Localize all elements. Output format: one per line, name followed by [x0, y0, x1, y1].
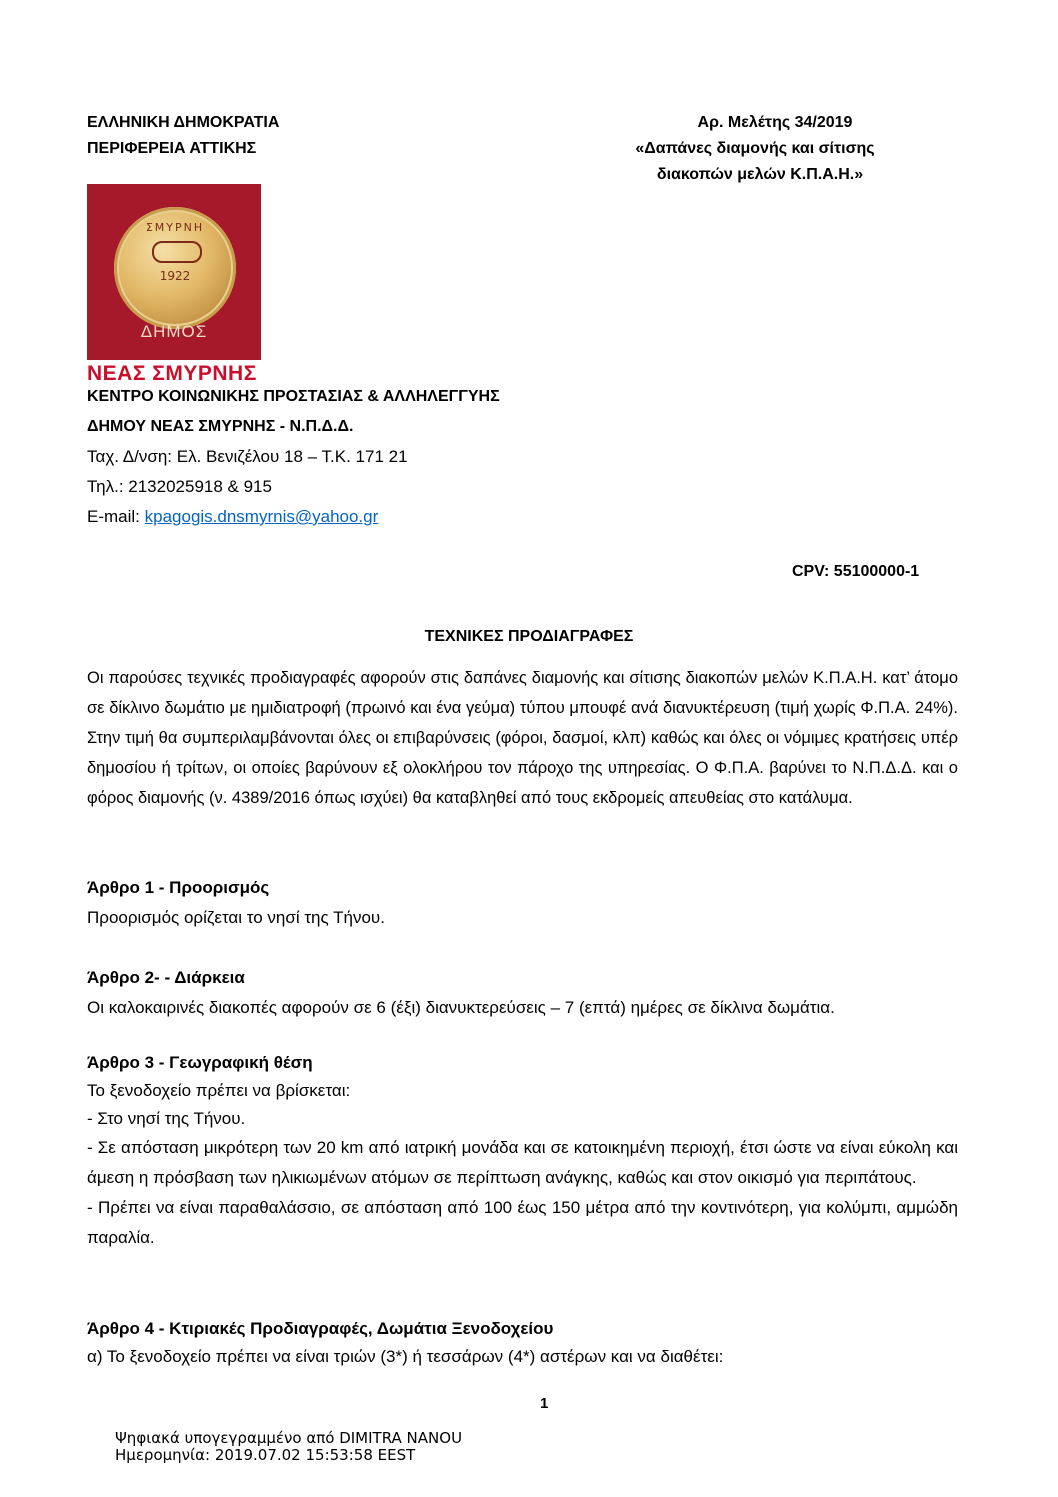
- study-title-line2: διακοπών μελών Κ.Π.Α.Η.»: [656, 166, 864, 183]
- intro-paragraph: Οι παρούσες τεχνικές προδιαγραφές αφορούν στις δαπάνες διαμονής και σίτισης διακοπών μελών Κ.Π.Α.Η. κατ’ άτομο σε δίκλινο δωμάτιο με ημιδιατροφή (πρωινό και ένα γεύμα) τύπου μπουφέ ανά διανυκτέρευση (τιμή χωρίς Φ.Π.Α. 24%). Στην τιμή θα συμπεριλαμβάνονται όλες οι επιβαρύνσεις (φόροι, δασμοί, κλπ) καθώς και όλες οι νόμιμες κρατήσεις υπέρ δημοσίου ή τρίτων, οι οποίες βαρύνουν εξ ολοκλήρου τον πάροχο της υπηρεσίας. Ο Φ.Π.Α. βαρύνει το Ν.Π.Δ.Δ. και ο φόρος διαμονής (ν. 4389/2016 όπως ισχύει) θα καταβληθεί από τους εκδρομείς απευθείας στο κατάλυμα.: [87, 669, 958, 807]
- signature-signer: Ψηφιακά υπογεγραμμένο από DIMITRA NANOU: [115, 1429, 463, 1447]
- country-label: ΕΛΛΗΝΙΚΗ ΔΗΜΟΚΡΑΤΙΑ: [87, 114, 280, 131]
- article-line: Το ξενοδοχείο πρέπει να βρίσκεται:: [87, 1081, 351, 1100]
- organization-block: [87, 382, 500, 532]
- header-right: [610, 110, 900, 188]
- article-line: Προορισμός ορίζεται το νησί της Τήνου.: [87, 908, 385, 927]
- article-heading: Άρθρο 1 - Προορισμός: [87, 878, 270, 897]
- article-2: [87, 963, 967, 1023]
- article-line: - Πρέπει να είναι παραθαλάσσιο, σε απόσταση από 100 έως 150 μέτρα από την κοντινότερη, για κολύμπι, αμμώδη παραλία.: [87, 1198, 958, 1247]
- article-1: [87, 873, 958, 933]
- coin-year: 1922: [159, 269, 191, 283]
- article-line: α) Το ξενοδοχείο πρέπει να είναι τριών (3*) ή τεσσάρων (4*) αστέρων και να διαθέτει:: [87, 1347, 724, 1366]
- article-heading: Άρθρο 4 - Κτιριακές Προδιαγραφές, Δωμάτια Ξενοδοχείου: [87, 1319, 554, 1338]
- article-4: [87, 1315, 958, 1371]
- study-title-line1: «Δαπάνες διαμονής και σίτισης: [635, 140, 875, 157]
- org-name-line2: ΔΗΜΟΥ ΝΕΑΣ ΣΜΥΡΝΗΣ - Ν.Π.Δ.Δ.: [87, 418, 354, 435]
- municipality-logo: [87, 184, 261, 360]
- article-line: - Στο νησί της Τήνου.: [87, 1109, 246, 1128]
- study-number: Αρ. Μελέτης 34/2019: [697, 114, 853, 131]
- logo-municipality-name: ΝΕΑΣ ΣΜΥΡΝΗΣ: [87, 362, 257, 385]
- email-link[interactable]: kpagogis.dnsmyrnis@yahoo.gr: [144, 507, 379, 526]
- org-email-row: [87, 502, 500, 532]
- header-left: [87, 110, 279, 162]
- logo-dimos-text: ΔΗΜΟΣ: [140, 322, 208, 341]
- document-title: ΤΕΧΝΙΚΕΣ ΠΡΟΔΙΑΓΡΑΦΕΣ: [424, 628, 634, 645]
- org-phone: Τηλ.: 2132025918 & 915: [87, 477, 272, 496]
- article-heading: Άρθρο 3 - Γεωγραφική θέση: [87, 1053, 313, 1072]
- page-number: 1: [540, 1395, 549, 1412]
- region-label: ΠΕΡΙΦΕΡΕΙΑ ΑΤΤΙΚΗΣ: [87, 140, 257, 157]
- article-heading: Άρθρο 2- - Διάρκεια: [87, 968, 245, 987]
- org-address: Ταχ. Δ/νση: Ελ. Βενιζέλου 18 – Τ.Κ. 171 21: [87, 447, 408, 466]
- article-3: [87, 1049, 958, 1253]
- signature-date: Ημερομηνία: 2019.07.02 15:53:58 EEST: [115, 1446, 416, 1464]
- org-name-line1: ΚΕΝΤΡΟ ΚΟΙΝΩΝΙΚΗΣ ΠΡΟΣΤΑΣΙΑΣ & ΑΛΛΗΛΕΓΓΥΗΣ: [87, 388, 500, 405]
- coin-text: ΣΜΥΡΝΗ: [145, 221, 205, 234]
- digital-signature: [115, 1430, 462, 1464]
- coin-emblem-icon: [114, 207, 236, 329]
- cpv-code: CPV: 55100000-1: [792, 563, 920, 580]
- email-label: E-mail:: [87, 507, 145, 526]
- ionic-column-icon: [152, 241, 202, 263]
- article-line: - Σε απόσταση μικρότερη των 20 km από ιατρική μονάδα και σε κατοικημένη περιοχή, έτσι ώστε να είναι εύκολη και άμεση η πρόσβαση των ηλικιωμένων ατόμων σε περίπτωση ανάγκης, καθώς και στον οικισμό για περιπάτους.: [87, 1138, 958, 1187]
- article-line: Οι καλοκαιρινές διακοπές αφορούν σε 6 (έξι) διανυκτερεύσεις – 7 (επτά) ημέρες σε δίκλινα δωμάτια.: [87, 998, 835, 1017]
